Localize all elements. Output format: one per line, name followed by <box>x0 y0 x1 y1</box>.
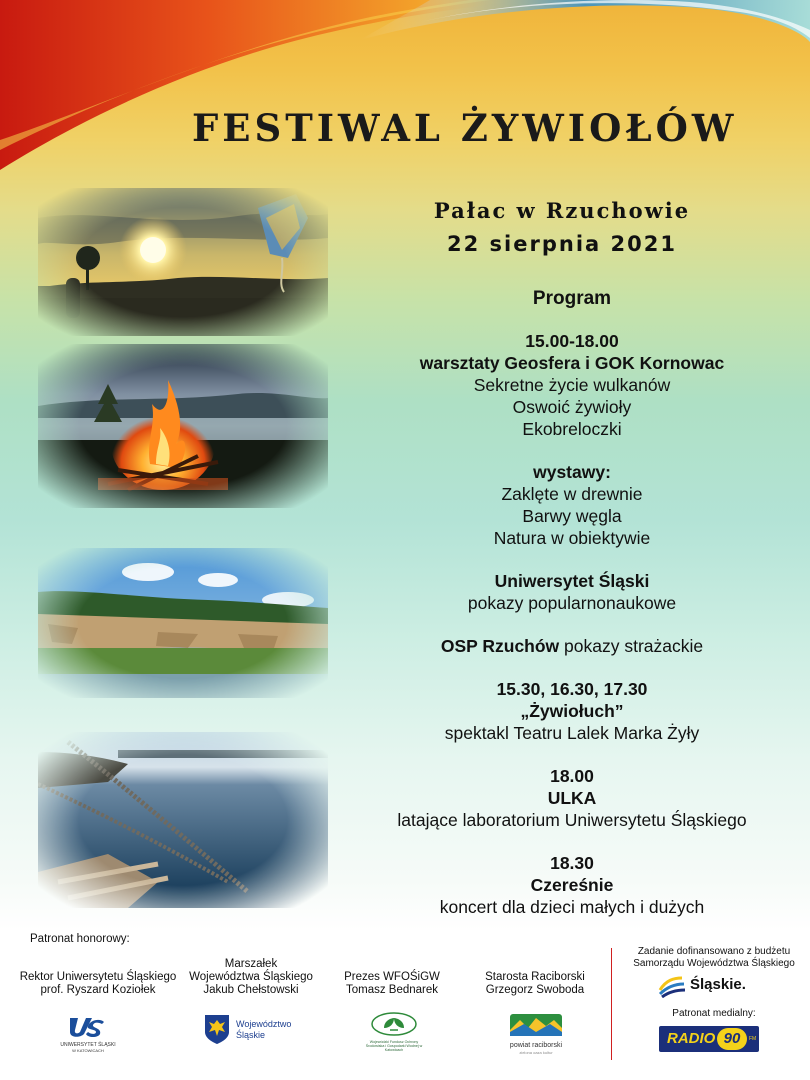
ulka-time: 18.00 <box>550 766 594 786</box>
patron-marshal: Marszałek Województwa Śląskiego Jakub Chełstowski <box>189 958 313 996</box>
exhibitions-title: wystawy: <box>533 462 611 482</box>
theatre-text: spektakl Teatru Lalek Marka Żyły <box>444 723 700 743</box>
concert-text: koncert dla dzieci małych i dużych <box>439 897 705 917</box>
patron-starosta: Starosta Raciborski Grzegorz Swoboda <box>485 971 585 996</box>
radio-90-logo: RADIO 90 FM <box>659 1026 759 1052</box>
slaskie-logo-icon <box>658 974 686 998</box>
slaskie-label: Śląskie. <box>690 976 746 993</box>
exhibition-item: Natura w obiektywie <box>493 528 651 548</box>
honorary-patronage-heading: Patronat honorowy: <box>30 933 130 945</box>
patron-rector: Rektor Uniwersytetu Śląskiego prof. Ryszard Koziołek <box>19 971 177 996</box>
exhibition-item: Barwy węgla <box>522 506 622 526</box>
workshops-title: warsztaty Geosfera i GOK Kornowac <box>419 353 725 373</box>
powiat-raciborski-logo: powiat raciborski zielona oaza kultur <box>506 1012 566 1058</box>
university-of-silesia-logo: UNIWERSYTET ŚLĄSKI W KATOWICACH <box>58 1014 118 1054</box>
funding-note: Zadanie dofinansowano z budżetu Samorządu Województwa Śląskiego <box>633 946 795 969</box>
concert-time: 18.30 <box>550 853 594 873</box>
program-heading: Program <box>532 288 612 309</box>
university-text: pokazy popularnonaukowe <box>467 593 677 613</box>
silesian-voivodeship-logo: Województwo Śląskie <box>204 1014 304 1048</box>
osp-text: pokazy strażackie <box>564 636 704 656</box>
sunset-kite-photo <box>38 188 328 336</box>
workshop-item: Sekretne życie wulkanów <box>473 375 671 395</box>
workshop-item: Oswoić żywioły <box>512 397 632 417</box>
us-emblem-icon <box>58 1014 118 1038</box>
bonfire-photo <box>38 344 328 508</box>
patron-wfos: Prezes WFOŚiGW Tomasz Bednarek <box>344 971 440 996</box>
ulka-title: ULKA <box>547 788 597 808</box>
decorative-swoosh <box>0 0 810 180</box>
lake-rope-photo <box>38 732 328 908</box>
footer-divider <box>611 948 612 1060</box>
concert-title: Czereśnie <box>530 875 614 895</box>
exhibition-item: Zaklęte w drewnie <box>501 484 643 504</box>
event-date: 22 sierpnia 2021 <box>447 232 677 256</box>
workshops-time: 15.00-18.00 <box>525 331 619 351</box>
program-section <box>356 288 788 918</box>
venue: Pałac w Rzuchowie <box>433 198 691 223</box>
osp-title: OSP Rzuchów <box>440 636 560 656</box>
footer <box>0 930 810 1080</box>
leaf-emblem-icon <box>362 1012 426 1036</box>
eagle-shield-icon <box>204 1014 230 1044</box>
festival-title: FESTIWAL ŻYWIOŁÓW <box>192 106 738 150</box>
workshop-item: Ekobreloczki <box>522 419 622 439</box>
wfos-logo: Wojewódzki Fundusz Ochrony Środowiska i Gospodarki Wodnej w Katowicach <box>362 1012 426 1052</box>
powiat-emblem-icon <box>506 1012 566 1038</box>
university-title: Uniwersytet Śląski <box>494 571 650 591</box>
quarry-photo <box>38 548 328 698</box>
theatre-title: „Żywiołuch” <box>520 701 624 721</box>
media-patronage-heading: Patronat medialny: <box>672 1008 756 1019</box>
theatre-time: 15.30, 16.30, 17.30 <box>496 679 648 699</box>
ulka-text: latające laboratorium Uniwersytetu Śląskiego <box>397 810 747 830</box>
